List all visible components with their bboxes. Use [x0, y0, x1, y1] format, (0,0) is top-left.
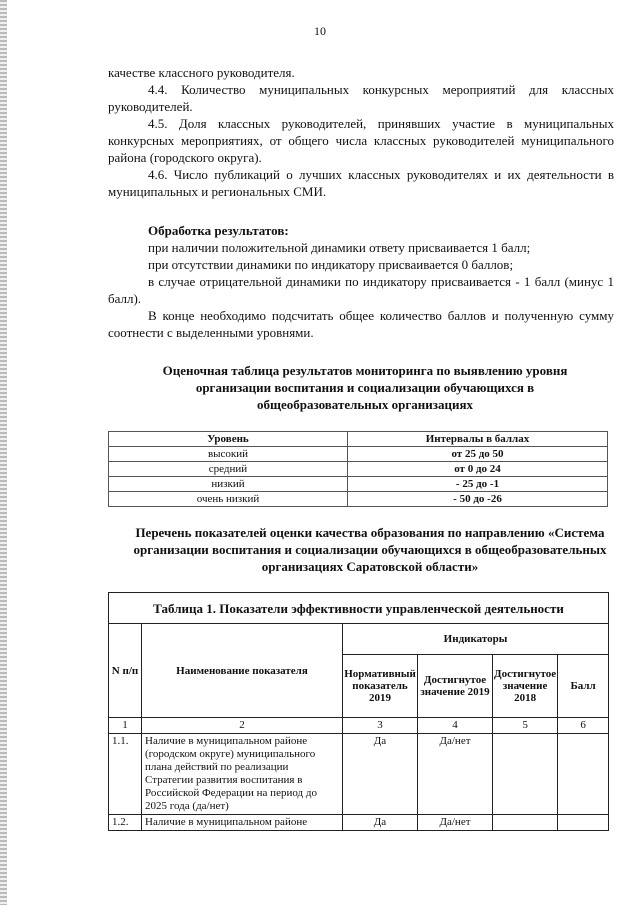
previous-value [493, 734, 558, 815]
column-header-norm: Нормативный показатель 2019 [343, 655, 418, 718]
level-cell: очень низкий [109, 492, 348, 507]
paragraph: качестве классного руководителя. [108, 65, 295, 80]
score-table-title: Оценочная таблица результатов мониторинга по выявлению уровня организации воспитания и социализации обучающихся в общеобразовательных организациях [162, 363, 568, 412]
indicators-header: Индикаторы [343, 624, 609, 655]
processing-line: В конце необходимо подсчитать общее количество баллов и полученную сумму соотнести с выделенными уровнями. [108, 308, 614, 340]
column-number: 1 [109, 718, 142, 734]
indicator-paragraphs [108, 64, 614, 200]
page-number: 10 [314, 24, 326, 38]
table-header-row [109, 624, 609, 655]
row-number: 1.1. [109, 734, 142, 815]
score-value [558, 734, 609, 815]
paragraph: 4.5. Доля классных руководителей, принявших участие в муниципальных конкурсных мероприятиях, от общего числа классных руководителей муниципального района (городского округа). [108, 116, 614, 165]
range-cell: - 50 до -26 [348, 492, 608, 507]
column-header: Интервалы в баллах [348, 432, 608, 447]
column-header-score: Балл [558, 655, 609, 718]
column-header-achieved-2019: Достигнутое значение 2019 [418, 655, 493, 718]
level-cell: средний [109, 462, 348, 477]
row-number: 1.2. [109, 815, 142, 831]
column-header-achieved-2018: Достигнутое значение 2018 [493, 655, 558, 718]
column-number: 6 [558, 718, 609, 734]
table-caption-row [109, 593, 609, 624]
paragraph: 4.4. Количество муниципальных конкурсных мероприятий для классных руководителей. [108, 82, 614, 114]
column-number-row [109, 718, 609, 734]
previous-value [493, 815, 558, 831]
table-row [109, 815, 609, 831]
processing-section [108, 222, 614, 341]
processing-line: при наличии положительной динамики ответу присваивается 1 балл; [148, 240, 531, 255]
table-row [109, 477, 608, 492]
table-row [109, 734, 609, 815]
column-header-number: N п/п [109, 624, 142, 718]
table-row [109, 447, 608, 462]
range-cell: от 0 до 24 [348, 462, 608, 477]
table-header-row [109, 432, 608, 447]
column-number: 5 [493, 718, 558, 734]
column-number: 2 [142, 718, 343, 734]
processing-title: Обработка результатов: [148, 223, 289, 238]
indicator-name: Наличие в муниципальном районе (городском округе) муниципального плана действий по реализации Стратегии развития воспитания в Российской Федерации на период до 2025 года (да/нет) [142, 734, 343, 815]
column-number: 3 [343, 718, 418, 734]
range-cell: - 25 до -1 [348, 477, 608, 492]
score-value [558, 815, 609, 831]
achieved-value: Да/нет [418, 815, 493, 831]
table-row [109, 462, 608, 477]
norm-value: Да [343, 815, 418, 831]
processing-line: при отсутствии динамики по индикатору присваивается 0 баллов; [148, 257, 514, 272]
norm-value: Да [343, 734, 418, 815]
table-caption: Таблица 1. Показатели эффективности управленческой деятельности [109, 593, 609, 624]
paragraph: 4.6. Число публикаций о лучших классных руководителях и их деятельности в муниципальных и региональных СМИ. [108, 167, 614, 199]
range-cell: от 25 до 50 [348, 447, 608, 462]
indicator-name: Наличие в муниципальном районе [142, 815, 343, 831]
performance-table [108, 592, 609, 831]
column-header: Уровень [109, 432, 348, 447]
score-table [108, 431, 608, 507]
level-cell: низкий [109, 477, 348, 492]
processing-line: в случае отрицательной динамики по индикатору присваивается - 1 балл (минус 1 балл). [108, 274, 614, 306]
indicator-list-title: Перечень показателей оценки качества образования по направлению «Система организации воспитания и социализации обучающихся в общеобразовательных организациях Саратовской области» [133, 525, 607, 574]
achieved-value: Да/нет [418, 734, 493, 815]
table-row [109, 492, 608, 507]
column-header-name: Наименование показателя [142, 624, 343, 718]
level-cell: высокий [109, 447, 348, 462]
scanner-edge [0, 0, 7, 905]
column-number: 4 [418, 718, 493, 734]
